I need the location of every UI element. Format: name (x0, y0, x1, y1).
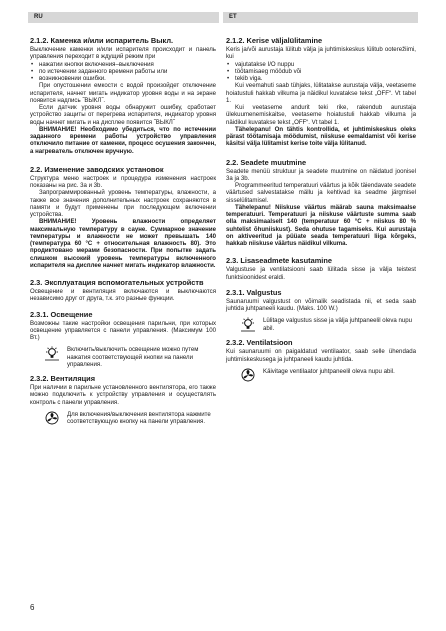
ru-ventilation-note (30, 411, 216, 426)
et-note-text: Lülitage valgustus sisse ja välja juhtpaneelil oleva nupu abil. (263, 317, 413, 332)
ru-bullet-list (30, 61, 216, 83)
lamp-icon (42, 346, 62, 361)
ru-section-2-1-2-title: 2.1.2. Каменка и/или испаритель Выкл. (30, 36, 174, 45)
et-note-text: Käivitage ventilaator juhtpaneelil oleva nupu abil. (263, 367, 395, 375)
ru-paragraph: Если датчик уровня воды обнаружит ошибку, сработает устройство защиты от перегрева испарителя, индикатор уровня воды начнет мигать и на дисплее появится ˝ВЫКЛ˝ (30, 104, 216, 126)
lamp-icon (238, 317, 258, 332)
et-paragraph: Seadete menüü struktuur ja seadete muutmine on näidatud joonisel 3a ja 3b. (226, 167, 416, 182)
list-item: • возникновении ошибки. (30, 75, 216, 82)
et-section-2-2-title: 2.2. Seadete muutmine (226, 157, 307, 167)
ru-warning: ВНИМАНИЕ! Уровень влажности определяет максимальную температуру в сауне. Суммарное значение температуры и влажности не может превышать 140 (температура 60 °C + относительная влажность 80). Это продиктовано мерами безопасности. При попытке задать слишком высокий уровень температуры включенного испарителя на дисплее начнет мигать индикатор влажности. (30, 218, 216, 269)
fan-icon (238, 368, 258, 383)
list-item: • töötamisaeg möödub või (226, 68, 416, 75)
ru-note-text: Для включения/выключения вентилятора нажмите соответствующую кнопку на панели управления. (67, 410, 211, 425)
et-ventilation-note (226, 368, 416, 383)
ru-lighting-note (30, 346, 216, 368)
ru-paragraph: Освещение и вентиляция включаются и выключаются независимо друг от друга, т.к. это разные функции. (30, 288, 216, 303)
et-warning: Tähelepanu! Niiskuse väärtus määrab sauna maksimaalse temperatuuri. Temperatuuri ja niiskuse väärtuste summa saab olla maksimaalselt 140 (temperatuur 60 °C + niiskus 80 % suhtelist õhuniiskust). Seda ohutuse tagamiseks. Kui aurustaja on aktiveeritud ja püüate seada temperatuuri liiga kõrgeks, hakkab niiskuse väärtus näidikul vilkuma. (226, 203, 416, 247)
et-paragraph: Kui veetaseme andurit teki rike, rakendub aurustaja ülekuumenemiskaitse, veetaseme hoiatustuli hakkab vilkuma ja näidikul kuvatakse tekst „OFF“. Vt tabel 1. (226, 104, 416, 126)
ru-paragraph: Запрограммированный уровень температуры, влажности, а также все значения дополнительных настроек сохраняются в памяти и будут применены при последующем включении устройства. (30, 189, 216, 218)
ru-section-2-3-1-title: 2.3.1. Освещение (30, 309, 93, 319)
et-section-2-1-2-title: 2.1.2. Kerise väljalülitamine (226, 36, 323, 45)
ru-section-2-3-title: 2.3. Эксплуатация вспомогательных устройств (30, 278, 204, 287)
ru-language-header: RU (28, 12, 219, 23)
ru-paragraph: Выключение каменки и/или испарителя происходит и панель управления переходит в ждущий режим при (30, 46, 216, 61)
et-warning: Tähelepanu! On tähtis kontrollida, et juhtimiskeskus oleks pärast töötamisaja möödumist, niiskuse eemaldamist või kerise käsitsi välja lülitamist kerise toite välja lülitanud. (226, 125, 416, 148)
list-item: • по истечении заданного времени работы или (30, 68, 216, 75)
ru-note-text: Включить/выключить освещение можно путем нажатия соответствующей кнопки на панели управления. (67, 346, 199, 368)
et-paragraph: Kui veemahuti saab tühjaks, lülitatakse aurustaja välja, veetaseme hoiatustuli hakkab vilkuma ja näidikul kuvatakse tekst „OFF“. Vt tabel 1. (226, 82, 416, 104)
et-paragraph: Programmeeritud temperatuuri väärtus ja kõik täiendavate seadete väärtused salvestatakse mällu ja kehtivad ka seadme järgmisel sisselülitamisel. (226, 182, 416, 204)
et-language-header: ET (223, 12, 418, 23)
et-section-2-3-2-title: 2.3.2. Ventilatsioon (226, 338, 293, 348)
ru-section-2-3-2-title: 2.3.2. Вентиляция (30, 374, 96, 383)
et-column (226, 36, 416, 383)
ru-warning: ВНИМАНИЕ! Необходимо убедиться, что по истечении заданного времени работы устройство управления отключило питание от каменки, процесс осушения закончен, а нагреватель отключен вручную. (30, 125, 216, 155)
ru-paragraph: При наличии в парильне установленного вентилятора, его также можно подключить к устройству управления и осуществлять контроль с панели управления. (30, 384, 216, 406)
list-item: • tekib viga. (226, 75, 416, 82)
ru-column (30, 36, 216, 426)
ru-paragraph: Структура меню настроек и процедура изменения настроек показаны на рис. 3a и 3b. (30, 174, 216, 189)
list-item: • vajutatakse I/O nuppu (226, 61, 416, 68)
fan-icon (42, 411, 62, 426)
et-section-2-3-title: 2.3. Lisaseadmete kasutamine (226, 256, 332, 266)
et-paragraph: Valgustuse ja ventilatsiooni saab lülitada sisse ja välja teistest funktsioonidest eraldi. (226, 266, 416, 281)
page-number: 6 (30, 603, 35, 612)
et-lighting-note (226, 317, 416, 332)
ru-section-2-2-title: 2.2. Изменение заводских установок (30, 164, 164, 174)
list-item: • нажатии кнопки включения–выключения (30, 61, 216, 68)
et-paragraph: Kui saunaruumi on paigaldatud ventilaator, saab selle ühendada juhtimiskeskusega ja juhtpaneeli kaudu juhtida. (226, 348, 416, 363)
et-paragraph: Saunaruumi valgustust on võimalik seadistada nii, et seda saab juhtida juhtpaneeli kaudu. (Maks. 100 W.) (226, 297, 416, 312)
et-bullet-list (226, 61, 416, 83)
ru-paragraph: При опустошении емкости с водой произойдет отключение испарителя, начнет мигать индикатор уровня воды и на экране появится надпись ˝ВЫКЛ˝. (30, 82, 216, 104)
et-section-2-3-1-title: 2.3.1. Valgustus (226, 287, 282, 297)
ru-paragraph: Возможны такие настройки освещения парильни, при которых освещение управляется с панели управления. (Максимум 100 Вт.) (30, 319, 216, 341)
et-paragraph: Keris ja/või aurustaja lülitub välja ja juhtimiskeskus lülitub ooterežiimi, kui (226, 46, 416, 61)
